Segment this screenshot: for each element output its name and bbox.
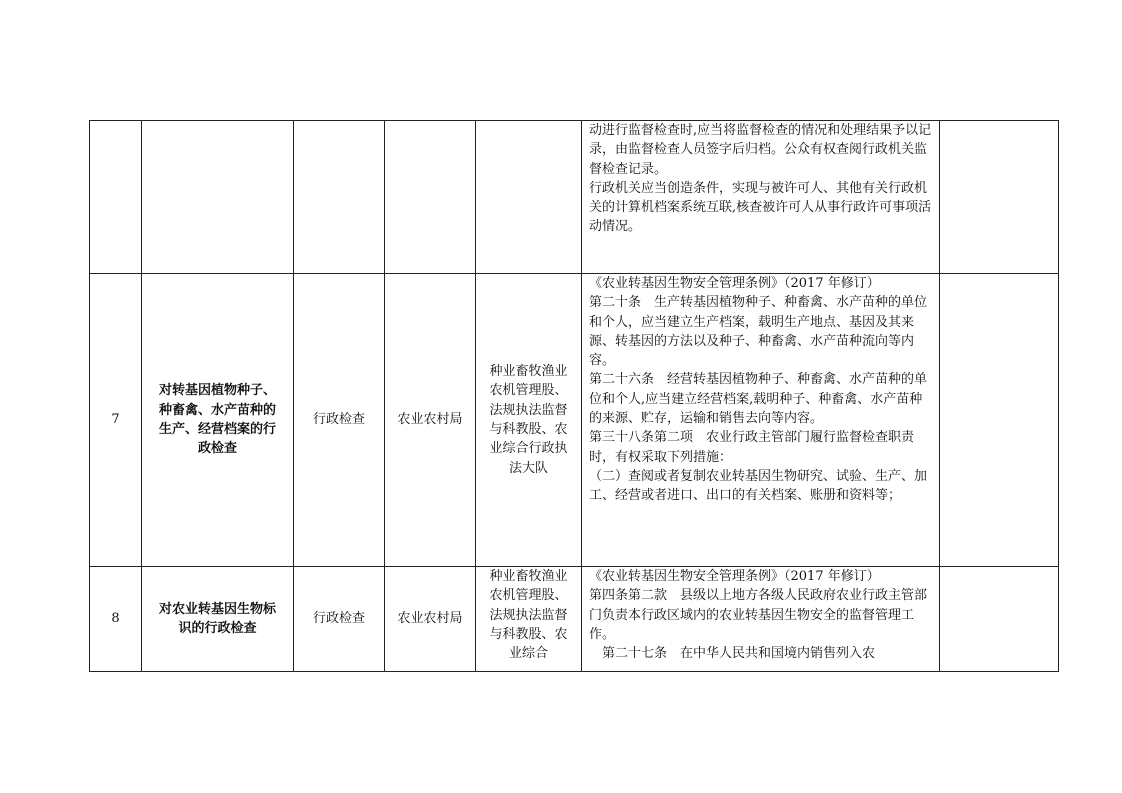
remarks bbox=[940, 274, 1059, 567]
basis-paragraph: 《农业转基因生物安全管理条例》（2017 年修订） bbox=[589, 276, 880, 291]
item-type: 行政检查 bbox=[294, 274, 385, 567]
table-row bbox=[90, 121, 1059, 274]
regulation-table bbox=[89, 120, 1059, 672]
row-number: 7 bbox=[90, 274, 142, 567]
basis-paragraph: 第三十八条第二项 农业行政主管部门履行监督检查职责时，有权采取下列措施： bbox=[589, 430, 915, 465]
basis-paragraph: 第二十七条 在中华人民共和国境内销售列入农 bbox=[589, 646, 876, 662]
legal-basis bbox=[582, 567, 940, 672]
row-number: 8 bbox=[90, 567, 142, 672]
department bbox=[476, 567, 582, 672]
remarks bbox=[940, 567, 1059, 672]
table-row bbox=[90, 274, 1059, 567]
item-name bbox=[142, 567, 294, 672]
item-type bbox=[294, 121, 385, 274]
basis-paragraph: 行政机关应当创造条件，实现与被许可人、其他有关行政机关的计算机档案系统互联,核查被许可人从事行政许可事项活动情况。 bbox=[589, 180, 932, 235]
item-name bbox=[142, 121, 294, 274]
basis-paragraph: 《农业转基因生物安全管理条例》（2017 年修订） bbox=[589, 569, 880, 584]
legal-basis bbox=[582, 121, 940, 274]
department bbox=[476, 121, 582, 274]
legal-basis bbox=[582, 274, 940, 567]
department-text: 种业畜牧渔业农机管理股、法规执法监督与科教股、农业综合行政执法大队 bbox=[489, 364, 568, 476]
remarks bbox=[940, 121, 1059, 274]
authority bbox=[385, 121, 476, 274]
item-type: 行政检查 bbox=[294, 567, 385, 672]
basis-paragraph: （二）查阅或者复制农业转基因生物研究、试验、生产、加工、经营或者进口、出口的有关档案、账册和资料等； bbox=[589, 468, 928, 504]
basis-paragraph: 第二十六条 经营转基因植物种子、种畜禽、水产苗种的单位和个人,应当建立经营档案,载明种子、种畜禽、水产苗种的来源、贮存，运输和销售去向等内容。 bbox=[589, 372, 928, 427]
basis-paragraph: 第二十条 生产转基因植物种子、种畜禽、水产苗种的单位和个人，应当建立生产档案，载明生产地点、基因及其来源、转基因的方法以及种子、种畜禽、水产苗种流向等内容。 bbox=[589, 295, 928, 369]
department bbox=[476, 274, 582, 567]
row-number bbox=[90, 121, 142, 274]
item-name-text: 对农业转基因生物标识的行政检查 bbox=[158, 601, 276, 636]
authority-text: 农业农村局 bbox=[397, 412, 463, 428]
table-row bbox=[90, 567, 1059, 672]
basis-paragraph: 第四条第二款 县级以上地方各级人民政府农业行政主管部门负责本行政区域内的农业转基因生物安全的监督管理工作。 bbox=[589, 588, 928, 642]
item-name-text: 对转基因植物种子、种畜禽、水产苗种的生产、经营档案的行政检查 bbox=[158, 383, 276, 457]
basis-paragraph: 动进行监督检查时,应当将监督检查的情况和处理结果予以记录，由监督检查人员签字后归档。公众有权查阅行政机关监督检查记录。 bbox=[589, 123, 932, 177]
authority-text: 农业农村局 bbox=[397, 611, 463, 627]
authority bbox=[385, 274, 476, 567]
department-text: 种业畜牧渔业农机管理股、法规执法监督与科教股、农业综合 bbox=[489, 569, 568, 662]
authority bbox=[385, 567, 476, 672]
item-name bbox=[142, 274, 294, 567]
